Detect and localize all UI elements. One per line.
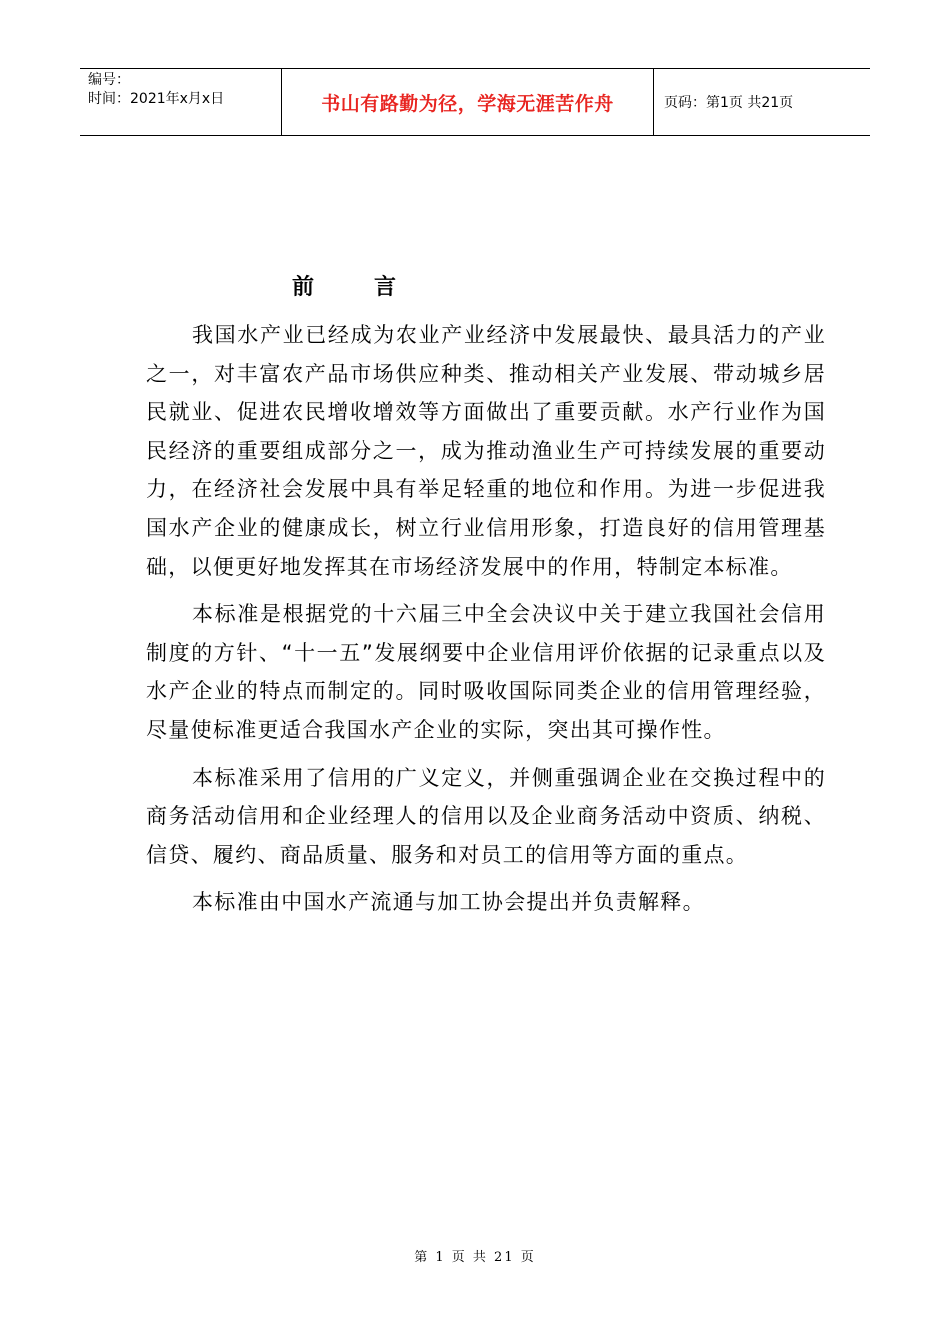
- page-title: 前言: [292, 275, 457, 300]
- paragraph: 本标准采用了信用的广义定义，并侧重强调企业在交换过程中的商务活动信用和企业经理人的信用以及企业商务活动中资质、纳税、信贷、履约、商品质量、服务和对员工的信用等方面的重点。: [146, 765, 826, 867]
- document-body: [146, 316, 826, 931]
- header-motto: 书山有路勤为径，学海无涯苦作舟: [282, 69, 654, 135]
- header-page-info: 页码：第1页 共21页: [664, 95, 794, 111]
- paragraph: 本标准由中国水产流通与加工协会提出并负责解释。: [192, 890, 705, 915]
- document-header: [80, 68, 870, 136]
- document-date: 时间：2021年x月x日: [88, 91, 225, 107]
- header-meta-cell: [80, 69, 282, 135]
- paragraph: 我国水产业已经成为农业产业经济中发展最快、最具活力的产业之一，对丰富农产品市场供应种类、推动相关产业发展、带动城乡居民就业、促进农民增收增效等方面做出了重要贡献。水产行业作为国民经济的重要组成部分之一，成为推动渔业生产可持续发展的重要动力，在经济社会发展中具有举足轻重的地位和作用。为进一步促进我国水产企业的健康成长，树立行业信用形象，打造良好的信用管理基础，以便更好地发挥其在市场经济发展中的作用，特制定本标准。: [146, 323, 826, 579]
- document-number-label: 编号：: [88, 72, 130, 88]
- page-footer: 第 1 页 共 21 页: [414, 1250, 536, 1265]
- paragraph: 本标准是根据党的十六届三中全会决议中关于建立我国社会信用制度的方针、“十一五”发展纲要中企业信用评价依据的记录重点以及水产企业的特点而制定的。同时吸收国际同类企业的信用管理经验，尽量使标准更适合我国水产企业的实际，突出其可操作性。: [146, 602, 826, 742]
